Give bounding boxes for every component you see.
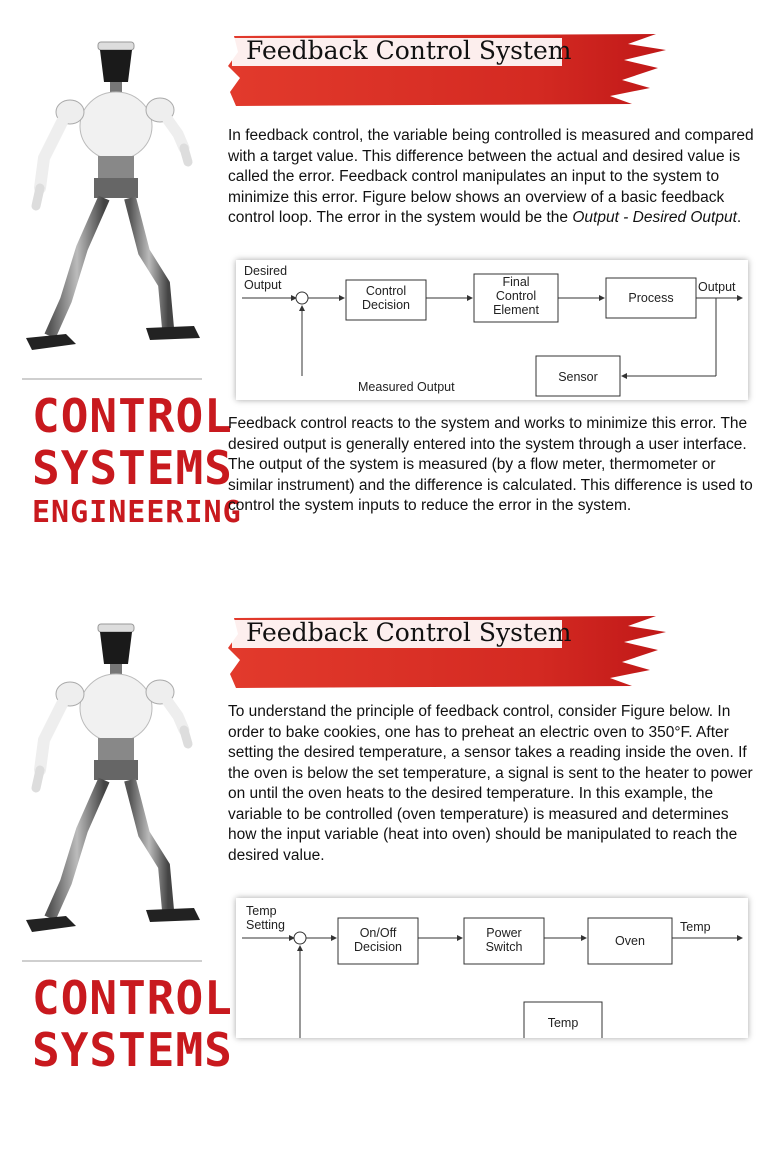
final-control-element-block: Final Control Element [493,275,539,317]
intro-paragraph: In feedback control, the variable being controlled is measured and compared with a target value. This difference between the actual and desired value is called the error. Feedback control manipulates an input to the system to minimize this error. Figure below shows an overview of a basic feedback control loop. The error in the system would be the Output - Desired Output. [228,127,754,226]
brand-line-1: CONTROL [32,389,233,443]
brand-line-1: CONTROL [32,971,233,1025]
slide-2 [0,582,768,1162]
feedback-label: Measured Output [358,380,455,394]
power-switch-block: Power Switch [485,926,523,954]
brand-divider [22,960,202,962]
oven-feedback-diagram [236,898,748,1038]
title-banner [226,612,666,692]
brand-line-2: SYSTEMS [32,1023,233,1077]
robot-illustration [18,38,208,358]
sensor-block: Sensor [558,370,598,384]
process-block: Process [628,291,674,305]
output-label: Output [698,280,736,294]
intro-paragraph: To understand the principle of feedback control, consider Figure below. In order to bake cookies, one has to preheat an electric oven to 350°F. After setting the desired temperature, a sensor takes a reading inside the oven. If the oven is below the set temperature, a signal is sent to the heater to power on until the oven heats to the desired temperature. In this example, the variable to be controlled (oven temperature) is measured and determines how the input variable (heat into oven) should be manipulated to reach the desired value. [228,703,753,864]
brand-line-3: ENGINEERING [32,495,242,530]
output-label: Temp [680,920,711,934]
control-decision-block: Control Decision [362,284,410,312]
slide-title: Feedback Control System [246,36,572,65]
intro-emphasis: Output - Desired Output [572,209,737,226]
oven-block: Oven [615,934,645,948]
body-paragraph: Feedback control reacts to the system and works to minimize this error. The desired output is generally entered into the system through a user interface. The output of the system is measured (by a flow meter, thermometer or similar instrument) and the difference is calculated. This difference is used to control the system inputs to reduce the error in the system. [228,415,753,514]
robot-illustration [18,620,208,940]
feedback-loop-diagram [236,260,748,400]
title-banner [226,30,666,110]
slide-1 [0,0,768,580]
temp-sensor-block: Temp [547,1016,579,1030]
on-off-decision-block: On/Off Decision [354,926,402,954]
slide-title: Feedback Control System [246,618,572,647]
brand-line-2: SYSTEMS [32,441,233,495]
input-label: Desired Output [244,264,288,292]
input-label: Temp Setting [246,904,285,932]
brand-divider [22,378,202,380]
